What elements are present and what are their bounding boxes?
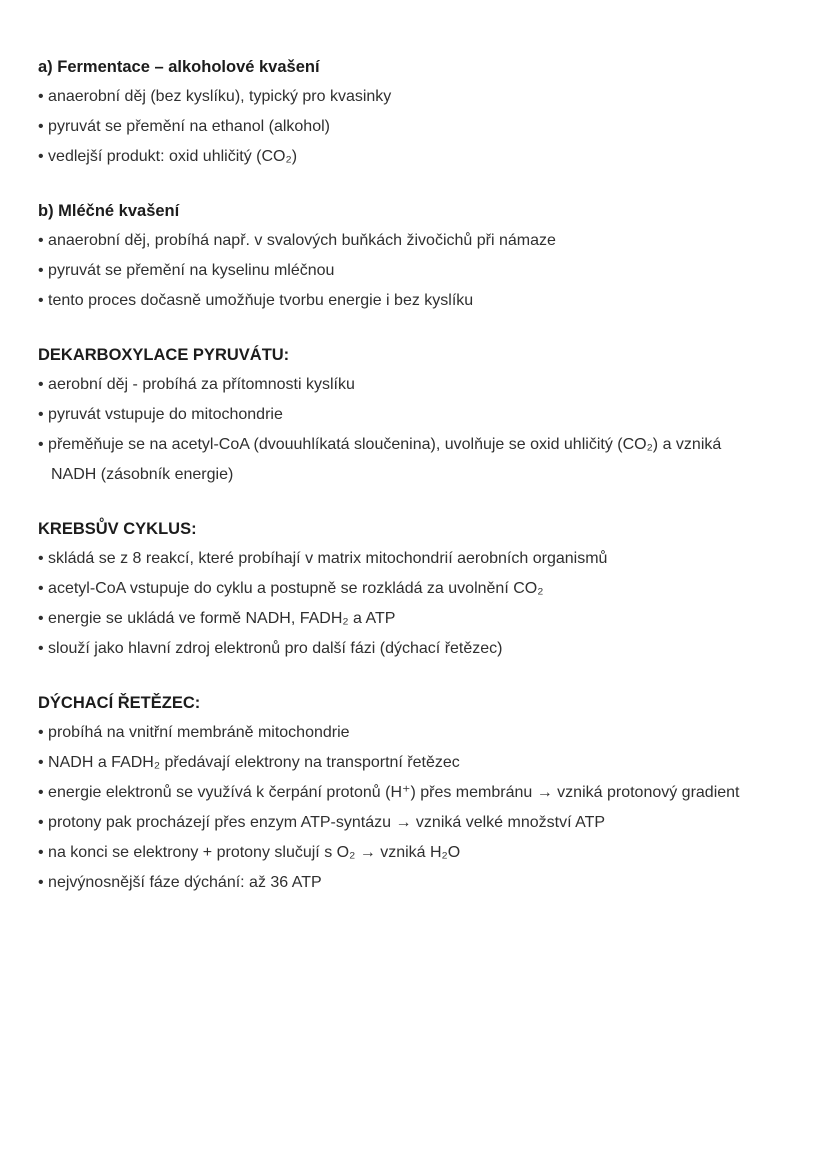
bullet-marker: • (38, 640, 49, 657)
bullet-marker: • (38, 784, 49, 801)
section (38, 52, 758, 172)
bullet-item (38, 778, 758, 808)
bullet-marker: • (38, 88, 49, 105)
bullet-item (38, 370, 758, 400)
bullet-marker: • (38, 232, 49, 249)
bullet-marker: • (38, 580, 49, 597)
bullet-marker: • (38, 844, 49, 861)
bullet-marker: • (38, 406, 49, 423)
bullet-item (38, 838, 758, 868)
bullet-text: nejvýnosnější fáze dýchání: až 36 ATP (48, 874, 322, 891)
bullet-item (38, 286, 758, 316)
bullet-marker: • (38, 376, 49, 393)
bullet-text: na konci se elektrony + protony slučují s O₂ → vzniká H₂O (48, 844, 461, 861)
bullet-marker: • (38, 814, 49, 831)
bullet-text: přeměňuje se na acetyl-CoA (dvouuhlíkatá sloučenina), uvolňuje se oxid uhličitý (CO₂) a vzniká NADH (zásobník energie) (48, 436, 722, 483)
section-heading: DEKARBOXYLACE PYRUVÁTU: (38, 346, 290, 364)
bullet-text: slouží jako hlavní zdroj elektronů pro další fázi (dýchací řetězec) (48, 640, 503, 657)
bullet-text: probíhá na vnitřní membráně mitochondrie (48, 724, 350, 741)
bullet-text: skládá se z 8 reakcí, které probíhají v matrix mitochondrií aerobních organismů (48, 550, 608, 567)
section (38, 514, 758, 664)
bullet-marker: • (38, 874, 49, 891)
bullet-marker: • (38, 148, 49, 165)
bullet-text: energie se ukládá ve formě NADH, FADH₂ a ATP (48, 610, 396, 627)
bullet-item (38, 634, 758, 664)
section (38, 340, 758, 490)
bullet-item (38, 112, 758, 142)
section-heading: DÝCHACÍ ŘETĚZEC: (38, 694, 201, 712)
bullet-marker: • (38, 292, 49, 309)
bullet-marker: • (38, 436, 49, 453)
bullet-text: anaerobní děj (bez kyslíku), typický pro kvasinky (48, 88, 392, 105)
bullet-item (38, 718, 758, 748)
section (38, 688, 758, 898)
bullet-text: tento proces dočasně umožňuje tvorbu energie i bez kyslíku (48, 292, 474, 309)
document-content (38, 52, 758, 898)
bullet-text: pyruvát se přemění na ethanol (alkohol) (48, 118, 330, 135)
bullet-text: vedlejší produkt: oxid uhličitý (CO₂) (48, 148, 298, 165)
bullet-text: pyruvát se přemění na kyselinu mléčnou (48, 262, 335, 279)
section-heading: KREBSŮV CYKLUS: (38, 520, 197, 538)
bullet-item (38, 400, 758, 430)
bullet-item (38, 808, 758, 838)
bullet-marker: • (38, 724, 49, 741)
bullet-item (38, 82, 758, 112)
bullet-marker: • (38, 550, 49, 567)
bullet-item (38, 256, 758, 286)
bullet-item (38, 544, 758, 574)
bullet-item (38, 604, 758, 634)
bullet-item (38, 142, 758, 172)
bullet-text: acetyl-CoA vstupuje do cyklu a postupně se rozkládá za uvolnění CO₂ (48, 580, 544, 597)
section-heading: b) Mléčné kvašení (38, 202, 180, 220)
section-heading: a) Fermentace – alkoholové kvašení (38, 58, 320, 76)
bullet-marker: • (38, 610, 49, 627)
bullet-marker: • (38, 262, 49, 279)
bullet-item (38, 868, 758, 898)
bullet-text: protony pak procházejí přes enzym ATP-syntázu → vzniká velké množství ATP (48, 814, 606, 831)
bullet-text: aerobní děj - probíhá za přítomnosti kyslíku (48, 376, 355, 393)
bullet-text: pyruvát vstupuje do mitochondrie (48, 406, 283, 423)
bullet-text: NADH a FADH₂ předávají elektrony na transportní řetězec (48, 754, 460, 771)
bullet-item (38, 430, 758, 490)
bullet-marker: • (38, 754, 49, 771)
section (38, 196, 758, 316)
bullet-text: energie elektronů se využívá k čerpání protonů (H⁺) přes membránu → vzniká protonový gradient (48, 784, 740, 801)
bullet-item (38, 574, 758, 604)
bullet-marker: • (38, 118, 49, 135)
bullet-item (38, 226, 758, 256)
bullet-item (38, 748, 758, 778)
bullet-text: anaerobní děj, probíhá např. v svalových buňkách živočichů při námaze (48, 232, 556, 249)
